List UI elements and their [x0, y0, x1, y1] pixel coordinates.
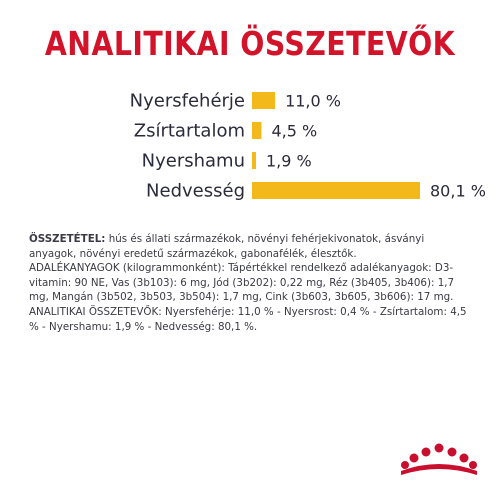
additives-text: ADALÉKANYAGOK (kilogrammonként): Tápértékkel rendelkező adalékanyagok: D3-vitamin: 90 NE, Vas (3b103): 6 mg, Jód (3b202): 0,22 mg, Réz (3b405, 3b406): 1,7 mg, Mangán (3b502, 3b503, 3b504): 1,7 mg, Cink (3b603, 3b605, 3b606): 17 mg. — [29, 262, 455, 304]
analytical-text: ANALITIKAI ÖSSZETEVŐK: Nyersfehérje: 11,0 % - Nyersrost: 0,4 % - Zsírtartalom: 4,5 % - Nyershamu: 1,9 % - Nedvesség: 80,1 %. — [29, 305, 467, 333]
category-label-nyersfeherje: Nyersfehérje — [129, 90, 245, 112]
nutrient-bar-chart — [0, 80, 500, 220]
page-title: ANALITIKAI ÖSSZETEVŐK — [44, 24, 456, 63]
bar-nyershamu — [252, 152, 256, 169]
value-label-zsirtartalom: 4,5 % — [271, 121, 318, 141]
value-label-nyershamu: 1,9 % — [265, 151, 312, 171]
bar-nyersfeherje — [252, 92, 275, 109]
royal-canin-crown-logo — [399, 437, 479, 477]
value-label-nyersfeherje: 11,0 % — [285, 91, 341, 111]
category-label-zsirtartalom: Zsírtartalom — [133, 120, 245, 142]
value-label-nedvesseg: 80,1 % — [430, 181, 486, 201]
ingredients-text: hús és állati származékok, növényi fehérjekivonatok, ásványi anyagok, növényi eredetű származékok, gabonafélék, élesztők. — [29, 233, 425, 260]
composition-text — [29, 232, 474, 334]
bar-zsirtartalom — [252, 122, 261, 139]
category-label-nedvesseg: Nedvesség — [146, 180, 245, 202]
composition-heading: ÖSSZETÉTEL: — [29, 233, 106, 245]
bar-nedvesseg — [252, 182, 420, 199]
category-label-nyershamu: Nyershamu — [141, 150, 245, 172]
